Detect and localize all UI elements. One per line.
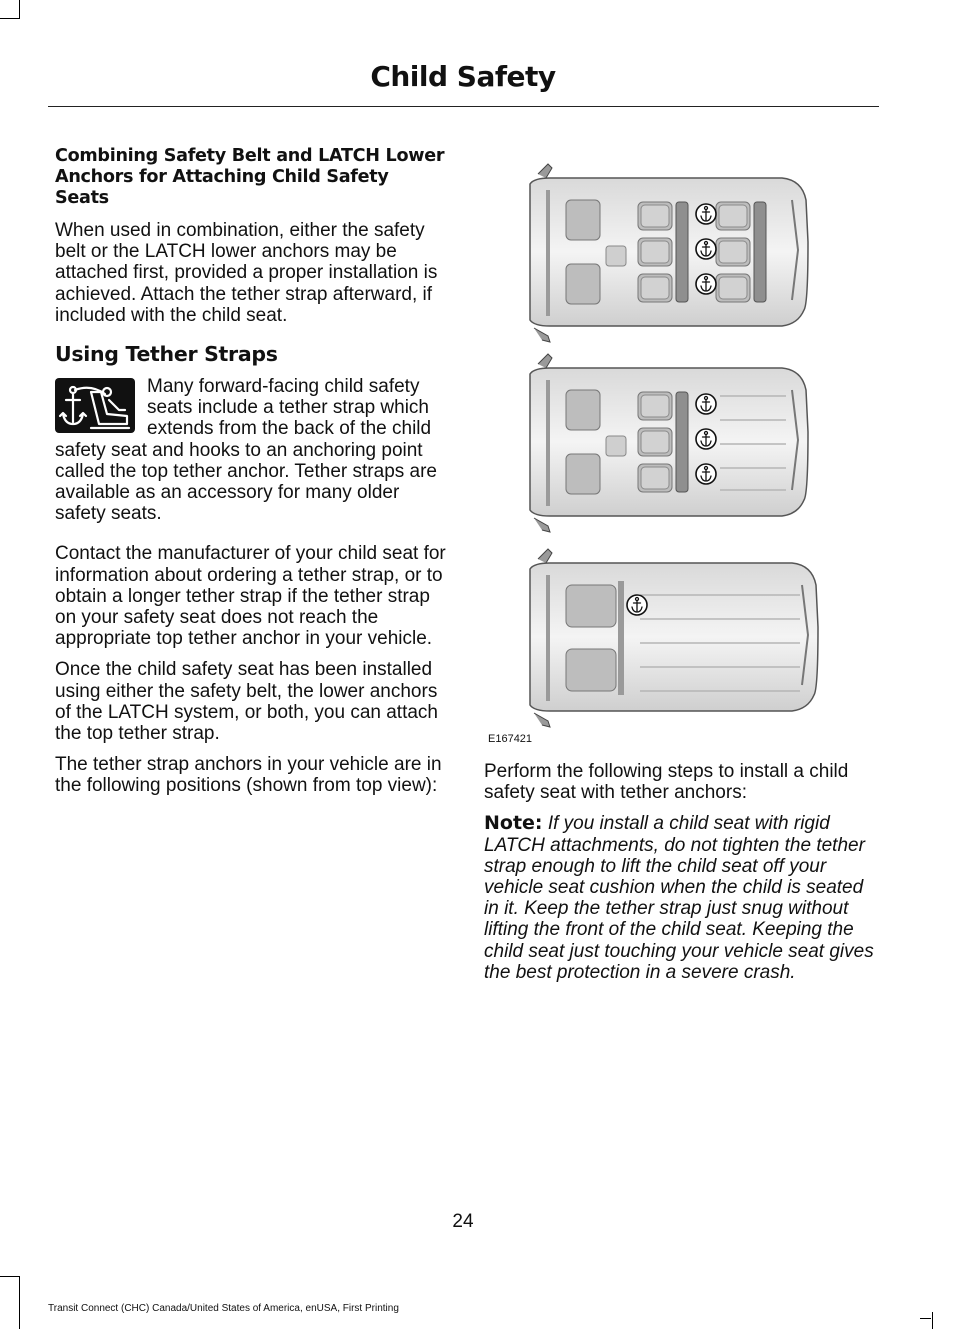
paragraph-anchor-positions: The tether strap anchors in your vehicle are in the following positions (shown from top view):: [55, 754, 442, 797]
anchor-icon: [696, 239, 716, 259]
figure-code: E167421: [488, 733, 533, 745]
anchor-icon: [696, 204, 716, 224]
van-top-view-3: [530, 549, 818, 727]
tether-anchor-figure: [520, 160, 820, 732]
sub-heading-combining: Combining Safety Belt and LATCH Lower Anchors for Attaching Child Safety Seats: [55, 146, 445, 208]
left-column: [55, 146, 447, 807]
page-title: Child Safety: [370, 60, 556, 93]
crop-mark: [19, 1276, 20, 1329]
tether-intro: [55, 376, 447, 524]
child-seat-tether-icon: [55, 378, 135, 433]
van-top-view-1: [530, 164, 808, 342]
section-heading-tether: Using Tether Straps: [55, 342, 278, 367]
anchor-icon: [696, 464, 716, 484]
anchor-icon: [696, 394, 716, 414]
right-column: [484, 761, 876, 993]
page-number: 24: [452, 1211, 474, 1232]
crop-mark: [19, 0, 20, 19]
title-divider: [48, 106, 879, 107]
paragraph-once-installed: Once the child safety seat has been installed using either the safety belt, the lower anchors of the LATCH system, or both, you can attach the top tether strap.: [55, 659, 438, 745]
crop-mark: [920, 1318, 931, 1319]
van-top-view-2: [530, 354, 808, 532]
anchor-icon: [696, 429, 716, 449]
anchor-icon: [696, 274, 716, 294]
paragraph-tether-intro: Many forward-facing child safety seats include a tether strap which extends from the back of the child safety seat and hooks to an anchoring point called the top tether anchor. Tether straps are available as an accessory for many older safety seats.: [55, 376, 437, 525]
crop-mark: [932, 1312, 933, 1329]
anchor-icon: [627, 595, 647, 615]
note-label: Note:: [484, 812, 543, 835]
crop-mark: [0, 1276, 19, 1277]
crop-mark: [0, 18, 19, 19]
note-paragraph: [484, 813, 876, 983]
publication-footer: Transit Connect (CHC) Canada/United States of America, enUSA, First Printing: [48, 1303, 399, 1314]
paragraph-manufacturer: Contact the manufacturer of your child seat for information about ordering a tether strap, or to obtain a longer tether strap if the tether strap on your safety seat does not reach the appropriate top tether anchor in your vehicle.: [55, 543, 446, 650]
note-text: If you install a child seat with rigid LATCH attachments, do not tighten the tether strap enough to lift the child seat off your vehicle seat cushion when the child is seated in it. Keep the tether strap just snug without lifting the front of the child seat. Keeping the child seat just touching your vehicle seat gives the best protection in a severe crash.: [484, 813, 874, 983]
paragraph-combining: When used in combination, either the safety belt or the LATCH lower anchors may be attached first, provided a proper installation is achieved. Attach the tether strap afterward, if included with the child seat.: [55, 220, 438, 326]
paragraph-install-steps: Perform the following steps to install a child safety seat with tether anchors:: [484, 761, 849, 804]
